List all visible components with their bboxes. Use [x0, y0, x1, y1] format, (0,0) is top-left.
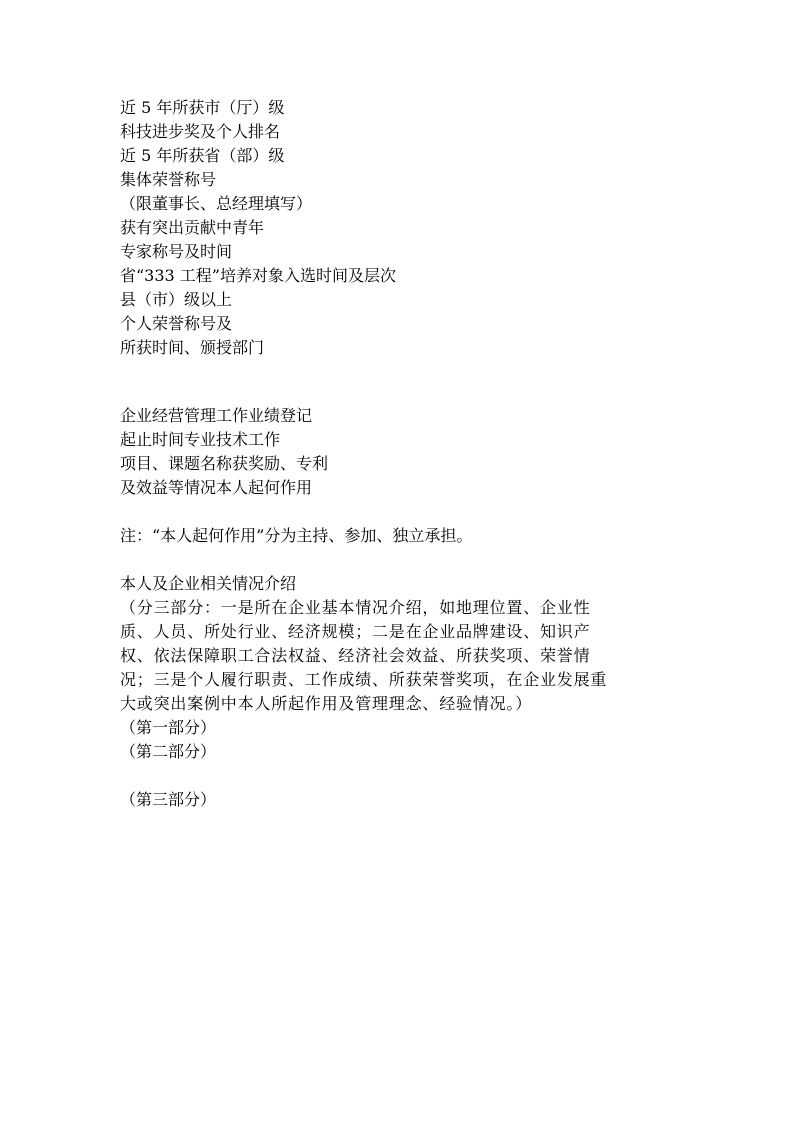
field-label-province-award: 近 5 年所获省（部）级 — [120, 146, 285, 165]
field-label-city-award: 近 5 年所获市（厅）级 — [120, 98, 285, 117]
intro-description-line: 况；三是个人履行职责、工作成绩、所获荣誉奖项，在企业发展重 — [120, 670, 608, 689]
intro-description-line: 质、人员、所处行业、经济规模；二是在企业品牌建设、知识产 — [120, 622, 591, 641]
field-label-youth-expert: 获有突出贡献中青年 — [120, 218, 265, 237]
field-label-tech-award: 科技进步奖及个人排名 — [120, 122, 281, 141]
role-note: 注：“本人起何作用”分为主持、参加、独立承担。 — [120, 526, 473, 545]
intro-description-line: 大或突出案例中本人所起作用及管理理念、经验情况。） — [120, 694, 533, 713]
column-label-time-work: 起止时间专业技术工作 — [120, 430, 281, 449]
field-label-expert-title: 专家称号及时间 — [120, 242, 233, 261]
intro-description-line: （分三部分：一是所在企业基本情况介绍，如地理位置、企业性 — [120, 598, 591, 617]
part-three-label: （第三部分） — [120, 790, 217, 809]
column-label-project-award: 项目、课题名称获奖励、专利 — [120, 454, 329, 473]
field-label-personal-honor: 个人荣誉称号及 — [120, 314, 233, 333]
field-label-award-time: 所获时间、颁授部门 — [120, 338, 265, 357]
field-label-county-level: 县（市）级以上 — [120, 290, 233, 309]
field-label-333-project: 省“333 工程”培养对象入选时间及层次 — [120, 266, 396, 285]
part-two-label: （第二部分） — [120, 742, 217, 761]
section-title-introduction: 本人及企业相关情况介绍 — [120, 574, 297, 593]
part-one-label: （第一部分） — [120, 718, 217, 737]
section-title-performance: 企业经营管理工作业绩登记 — [120, 406, 313, 425]
column-label-benefit-role: 及效益等情况本人起何作用 — [120, 478, 313, 497]
field-label-collective-honor: 集体荣誉称号 — [120, 170, 217, 189]
intro-description-line: 权、依法保障职工合法权益、经济社会效益、所获奖项、荣誉情 — [120, 646, 591, 665]
field-label-restriction: （限董事长、总经理填写） — [120, 194, 313, 213]
